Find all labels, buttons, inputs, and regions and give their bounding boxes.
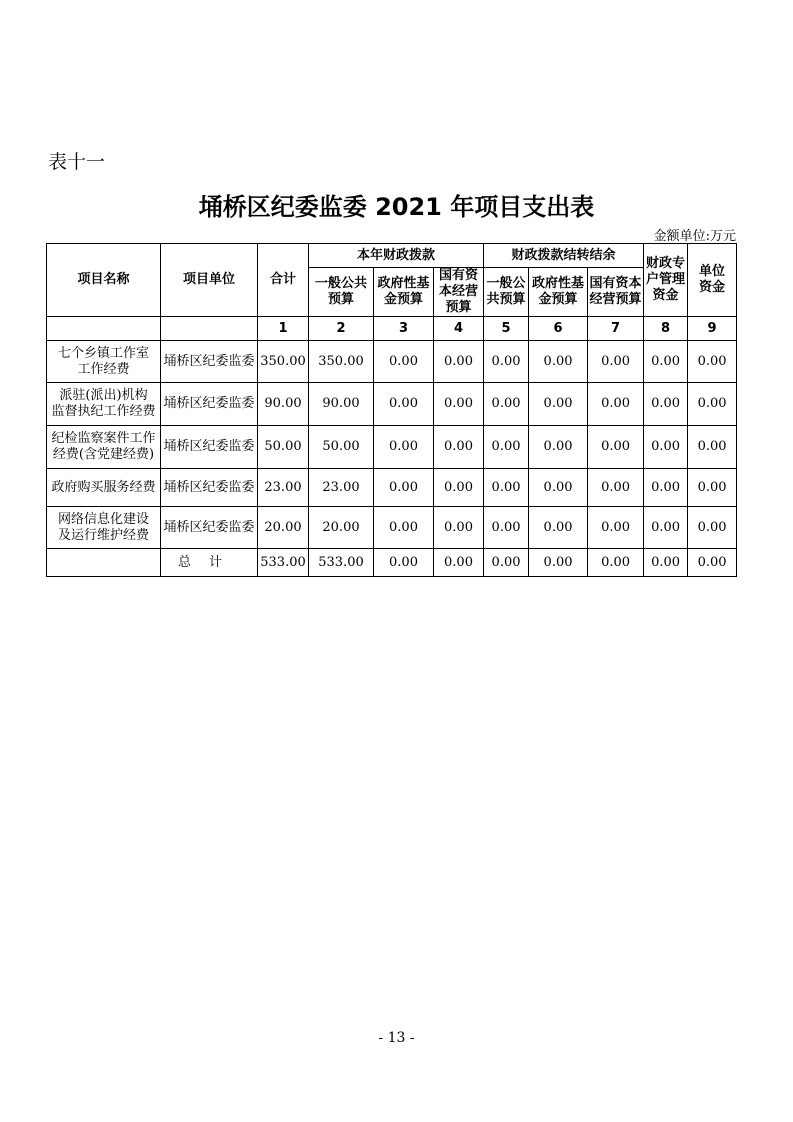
amount-cell: 20.00 xyxy=(258,507,309,549)
total-blank-cell xyxy=(47,549,161,577)
amount-unit-note: 金额单位:万元 xyxy=(653,229,736,244)
amount-cell: 0.00 xyxy=(484,507,529,549)
total-amount-cell: 0.00 xyxy=(588,549,644,577)
project-name-cell: 七个乡镇工作室 工作经费 xyxy=(47,341,161,383)
amount-cell: 0.00 xyxy=(484,426,529,469)
amount-cell: 350.00 xyxy=(258,341,309,383)
amount-cell: 0.00 xyxy=(484,469,529,507)
amount-cell: 0.00 xyxy=(434,341,484,383)
total-amount-cell: 533.00 xyxy=(309,549,374,577)
amount-cell: 0.00 xyxy=(434,507,484,549)
total-row xyxy=(47,549,737,577)
project-unit-cell: 埇桥区纪委监委 xyxy=(161,426,258,469)
header-gov-fund-budget: 政府性基 金预算 xyxy=(374,268,434,317)
column-number: 7 xyxy=(588,317,644,341)
amount-cell: 0.00 xyxy=(688,507,737,549)
project-name-cell: 网络信息化建设 及运行维护经费 xyxy=(47,507,161,549)
header-special-account: 财政专 户管理 资金 xyxy=(644,244,688,317)
amount-cell: 0.00 xyxy=(588,383,644,426)
amount-cell: 0.00 xyxy=(484,341,529,383)
amount-cell: 0.00 xyxy=(434,469,484,507)
amount-cell: 0.00 xyxy=(529,507,588,549)
amount-cell: 0.00 xyxy=(374,507,434,549)
header-carry-general-public: 一般公 共预算 xyxy=(484,268,529,317)
header-general-public-budget: 一般公共 预算 xyxy=(309,268,374,317)
header-project-name: 项目名称 xyxy=(47,244,161,317)
total-amount-cell: 0.00 xyxy=(484,549,529,577)
amount-cell: 0.00 xyxy=(688,426,737,469)
amount-cell: 0.00 xyxy=(529,341,588,383)
amount-cell: 0.00 xyxy=(529,469,588,507)
amount-cell: 20.00 xyxy=(309,507,374,549)
header-current-year-allocation: 本年财政拨款 xyxy=(309,244,484,268)
amount-cell: 0.00 xyxy=(434,426,484,469)
header-project-unit: 项目单位 xyxy=(161,244,258,317)
header-state-capital-budget: 国有资 本经营 预算 xyxy=(434,268,484,317)
project-unit-cell: 埇桥区纪委监委 xyxy=(161,383,258,426)
table-row xyxy=(47,341,737,383)
amount-cell: 0.00 xyxy=(434,383,484,426)
page-number: - 13 - xyxy=(378,1030,415,1046)
header-blank-name xyxy=(47,317,161,341)
table-row xyxy=(47,426,737,469)
amount-cell: 23.00 xyxy=(309,469,374,507)
amount-cell: 0.00 xyxy=(644,469,688,507)
amount-cell: 0.00 xyxy=(644,383,688,426)
total-amount-cell: 0.00 xyxy=(688,549,737,577)
amount-cell: 0.00 xyxy=(588,341,644,383)
amount-cell: 0.00 xyxy=(374,469,434,507)
amount-cell: 50.00 xyxy=(309,426,374,469)
amount-cell: 0.00 xyxy=(374,383,434,426)
amount-cell: 0.00 xyxy=(688,469,737,507)
amount-cell: 0.00 xyxy=(484,383,529,426)
header-carryover: 财政拨款结转结余 xyxy=(484,244,644,268)
project-expenditure-table xyxy=(46,243,737,577)
amount-cell: 0.00 xyxy=(374,341,434,383)
amount-cell: 0.00 xyxy=(588,426,644,469)
amount-cell: 0.00 xyxy=(644,341,688,383)
total-amount-cell: 0.00 xyxy=(644,549,688,577)
column-number: 8 xyxy=(644,317,688,341)
amount-cell: 90.00 xyxy=(309,383,374,426)
column-number: 9 xyxy=(688,317,737,341)
header-carry-gov-fund: 政府性基 金预算 xyxy=(529,268,588,317)
header-unit-funds: 单位 资金 xyxy=(688,244,737,317)
amount-cell: 0.00 xyxy=(688,341,737,383)
amount-cell: 0.00 xyxy=(529,426,588,469)
amount-cell: 0.00 xyxy=(529,383,588,426)
amount-cell: 0.00 xyxy=(588,469,644,507)
column-number: 5 xyxy=(484,317,529,341)
total-label: 总计 xyxy=(161,549,258,577)
table-row xyxy=(47,469,737,507)
column-number: 1 xyxy=(258,317,309,341)
table-row xyxy=(47,507,737,549)
amount-cell: 350.00 xyxy=(309,341,374,383)
table-row xyxy=(47,383,737,426)
project-unit-cell: 埇桥区纪委监委 xyxy=(161,341,258,383)
column-number: 2 xyxy=(309,317,374,341)
total-amount-cell: 533.00 xyxy=(258,549,309,577)
total-amount-cell: 0.00 xyxy=(374,549,434,577)
total-amount-cell: 0.00 xyxy=(529,549,588,577)
column-number: 3 xyxy=(374,317,434,341)
amount-cell: 0.00 xyxy=(374,426,434,469)
amount-cell: 0.00 xyxy=(588,507,644,549)
header-carry-state-capital: 国有资本 经营预算 xyxy=(588,268,644,317)
amount-cell: 23.00 xyxy=(258,469,309,507)
column-number: 4 xyxy=(434,317,484,341)
project-name-cell: 纪检监察案件工作 经费(含党建经费) xyxy=(47,426,161,469)
project-unit-cell: 埇桥区纪委监委 xyxy=(161,507,258,549)
project-name-cell: 派驻(派出)机构 监督执纪工作经费 xyxy=(47,383,161,426)
header-blank-unit xyxy=(161,317,258,341)
total-amount-cell: 0.00 xyxy=(434,549,484,577)
header-total: 合计 xyxy=(258,244,309,317)
amount-cell: 50.00 xyxy=(258,426,309,469)
amount-cell: 0.00 xyxy=(644,426,688,469)
document-title: 埇桥区纪委监委 2021 年项目支出表 xyxy=(198,193,595,221)
amount-cell: 0.00 xyxy=(644,507,688,549)
amount-cell: 0.00 xyxy=(688,383,737,426)
amount-cell: 90.00 xyxy=(258,383,309,426)
table-label: 表十一 xyxy=(48,151,106,173)
project-name-cell: 政府购买服务经费 xyxy=(47,469,161,507)
project-unit-cell: 埇桥区纪委监委 xyxy=(161,469,258,507)
column-number: 6 xyxy=(529,317,588,341)
